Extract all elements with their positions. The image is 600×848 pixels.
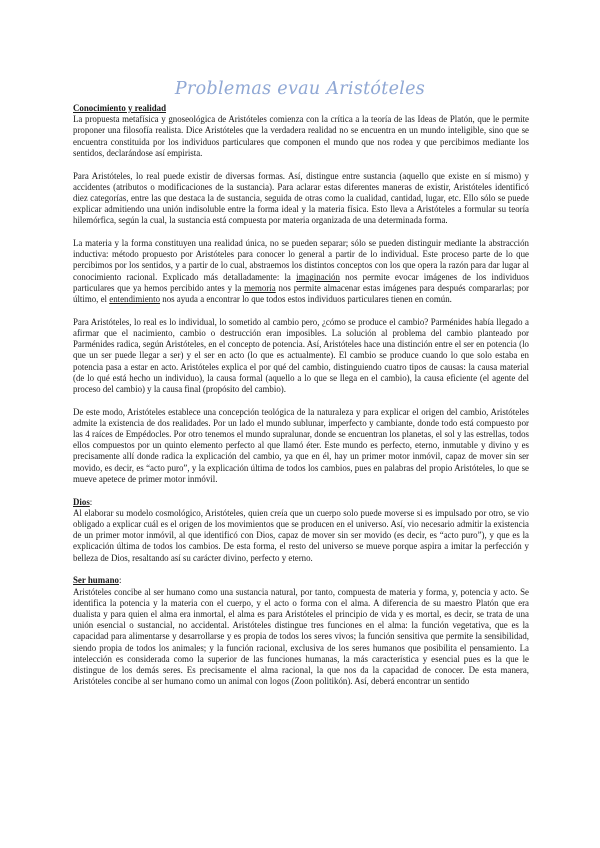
paragraph: Para Aristóteles, lo real es lo individual, lo sometido al cambio pero, ¿cómo se produce el cambio? Parménides había llegado a afirmar que el nacimiento, cambio o destrucción eran imposibles. La solución al problema del cambio planteado por Parménides radica, según Aristóteles, en el concepto de potencia. Así, Aristóteles hace una distinción entre el ser en potencia (lo que un ser puede llegar a ser) y el ser en acto (lo que es actualmente). El cambio se produce cuando lo que solo estaba en potencia pasa a estar en acto. Aristóteles explica el por qué del cambio, distinguiendo cuatro tipos de causas: la causa material (de lo qué está hecho un individuo), la causa formal (aquello a lo que se llega en el cambio), la causa eficiente (el agente del proceso del cambio) y la causa final (propósito del cambio). bbox=[73, 316, 529, 394]
text-run: nos permite evocar imágenes de los individuos particulares que ya hemos percibido antes y la bbox=[73, 271, 530, 293]
text-run: nos permite almacenar estas imágenes para después compararlas; por último, el bbox=[73, 282, 529, 305]
section-heading: Ser humano bbox=[73, 575, 119, 586]
section-heading: Dios bbox=[73, 496, 90, 507]
heading-colon: : bbox=[118, 575, 122, 586]
text-run: La materia y la forma constituyen una realidad única, no se pueden separar; sólo se pueden distinguir mediante la abstracción inductiva: método propuesto por Aristóteles para conocer lo general a partir de lo individual. Este proceso parte de lo que percibimos por los sentidos, y a partir de lo cual, abstraemos los distintos conceptos con los que opera la razón para dar lugar al conocimiento racional. Explicado más detalladamente: la bbox=[73, 238, 529, 282]
heading-ser-humano bbox=[73, 575, 529, 586]
heading-colon: : bbox=[89, 496, 93, 507]
underlined-term-imaginacion: imaginación bbox=[296, 271, 340, 282]
text-run: nos ayuda a encontrar lo que todos estos individuos particulares tienen en común. bbox=[160, 294, 452, 305]
paragraph bbox=[73, 238, 529, 305]
underlined-term-entendimiento: entendimiento bbox=[109, 294, 161, 305]
heading-conocimiento bbox=[73, 103, 529, 114]
paragraph: La propuesta metafísica y gnoseológica de Aristóteles comienza con la crítica a la teoría de las Ideas de Platón, que le permite proponer una filosofía realista. Dice Aristóteles que la verdadera realidad no se encuentra en un mundo inteligible, sino que se encuentra constituida por los individuos particulares que componen el mundo que nos rodea y que percibimos mediante los sentidos, declarándose así empirista. bbox=[73, 114, 529, 158]
paragraph: Para Aristóteles, lo real puede existir de diversas formas. Así, distingue entre sustancia (aquello que existe en sí mismo) y accidentes (atributos o modificaciones de la sustancia). Para aclarar estas diferentes maneras de existir, Aristóteles identificó diez categorías, entre las que destaca la de sustancia, seguida de otras como la cualidad, cantidad, lugar, etc. Ello sólo se puede explicar admitiendo una unión indisoluble entre la forma ideal y la materia física. Esto lleva a Aristóteles a formular su teoría hilemórfica, según la cual, la sustancia está compuesta por materia organizada de una determinada forma. bbox=[73, 170, 529, 226]
underlined-term-memoria: memoria bbox=[244, 282, 276, 293]
paragraph: Aristóteles concibe al ser humano como una sustancia natural, por tanto, compuesta de materia y forma, y, potencia y acto. Se identifica la potencia y la materia con el cuerpo, y el acto o forma con el alma. A diferencia de su maestro Platón que era dualista y para quien el alma era inmortal, el alma es para Aristóteles el principio de vida y es mortal, es decir, se trata de una unión esencial o sustancial, no accidental. Aristóteles distingue tres funciones en el alma: la función vegetativa, que es la capacidad para alimentarse y desarrollarse y es propia de todos los seres vivos; la función sensitiva que permite la sensibilidad, siendo propia de todos los animales; y la función racional, exclusiva de los seres humanos que posibilita el pensamiento. La intelección es considerada como la superior de las funciones humanas, la más característica y esencial pues es la que le distingue de los demás seres. Es precisamente el alma racional, la que nos da la capacidad de conocer. De esta manera, Aristóteles concibe al ser humano como un animal con logos (Zoon politikón). Así, deberá encontrar un sentido bbox=[73, 586, 529, 687]
heading-dios bbox=[73, 497, 529, 508]
paragraph: Al elaborar su modelo cosmológico, Aristóteles, quien creía que un cuerpo solo puede moverse si es impulsado por otro, se vio obligado a explicar cuál es el origen de los movimientos que se producen en el universo. Así, vio necesario admitir la existencia de un primer motor inmóvil, al que identificó con Dios, capaz de mover sin ser movido (es decir, es “acto puro”), y que es la explicación última de todos los cambios. De esta forma, el resto del universo se mueve porque aspira a imitar la perfección y belleza de Dios, resaltando así su carácter divino, perfecto y eterno. bbox=[73, 507, 529, 563]
document-title: Problemas evau Aristóteles bbox=[174, 79, 426, 99]
section-heading: Conocimiento y realidad bbox=[73, 103, 167, 113]
paragraph: De este modo, Aristóteles establece una concepción teológica de la naturaleza y para explicar el origen del cambio, Aristóteles admite la existencia de dos realidades. Por un lado el mundo sublunar, imperfecto y cambiante, donde todo está compuesto por las 4 raíces de Empédocles. Por otro tenemos el mundo supralunar, donde se encuentran los planetas, el sol y las estrellas, todos ellos compuestos por un quinto elemento perfecto al que llamó éter. Este mundo es perfecto, eterno, inmutable y divino y es precisamente allí donde radica la explicación del cambio, ya que en él, hay un primer motor inmóvil, capaz de mover sin ser movido, es decir, es “acto puro”, y la explicación última de todos los cambios, pues en palabras del propio Aristóteles, lo que se mueve apetece de primer motor inmóvil. bbox=[73, 406, 529, 484]
document-body bbox=[73, 103, 529, 687]
